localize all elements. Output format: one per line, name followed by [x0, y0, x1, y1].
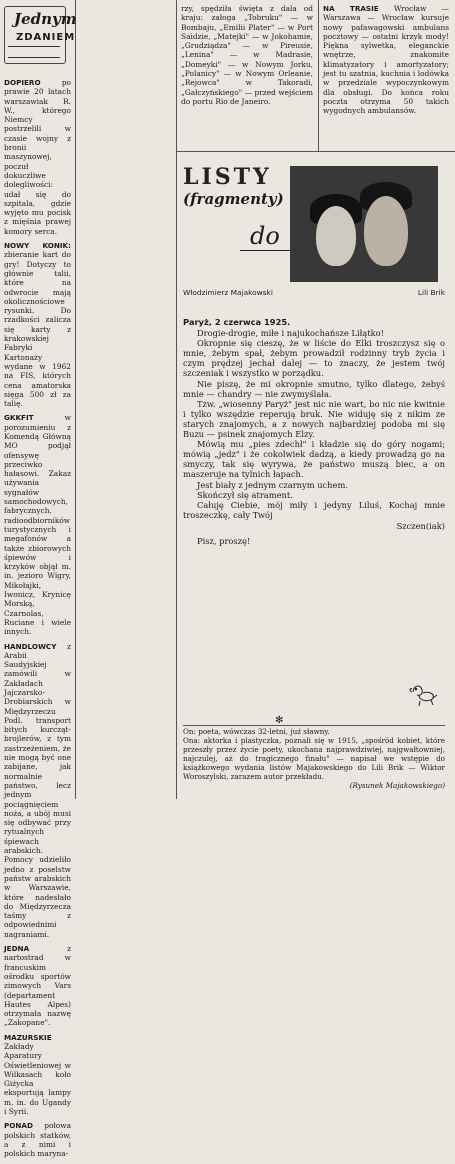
- listy-subtitle: (fragmenty): [183, 190, 284, 208]
- listy-title: LISTY: [183, 164, 272, 190]
- letter-postscript: Pisz, proszę!: [197, 535, 251, 546]
- masthead-title: Jednym: [14, 10, 77, 28]
- news-column-3: [323, 4, 449, 116]
- letter-paragraph: Jest biały z jednym czarnym uchem.: [197, 479, 348, 490]
- note-ona: Ona: aktorka i plastyczka, poznali się w 1915, „spośród kobiet, które przeszły przez życie poety, ukochana najprawdziwiej, najgwałtowniej, najczulej, aż do tragicznego finału" — napisał we wstępie do książkowego wydania listów Majakowskiego do Lili Brik — Wiktor Woroszylski, zarazem autor przekładu.: [183, 736, 445, 781]
- column-divider: [176, 0, 177, 799]
- listy-do: do: [240, 222, 290, 250]
- to-name: Lili Brik: [417, 288, 445, 297]
- news-item: rzy, spędziła święta z dala od kraju: załoga „Tobruku" — w Bombaju, „Emilii Plater" — w Port Saidzie, „Matejki" — w Jokohamie, „Grudziądza" — w Pireusie, „Lenina" — w Madrasie, „Domeyki" — w Nowym Jorku, „Polanicy" — w Nowym Orleanie, „Rejowca" w Takoradi, „Gałczyńskiego" — przed wejściem do portu Rio de Janeiro.: [181, 4, 313, 106]
- letter-date: Paryż, 2 czerwca 1925.: [183, 317, 291, 327]
- news-item: PONAD połowa polskich statków, a z nimi i polskich maryna-: [4, 1121, 71, 1159]
- drawing-credit: (Rysunek Majakowskiego): [349, 781, 445, 790]
- news-item: JEDNA z nartostrad w francuskim ośrodku sportów zimowych Vars (departament Hautes Alpes) otrzymała nazwę „Zakopane".: [4, 944, 71, 1028]
- news-item: MAZURSKIE Zakłady Aparatury Oświetleniowej w Wilkasach koło Giżycka eksportują lampy m. in. do Ugandy i Syrii.: [4, 1032, 71, 1117]
- letter-paragraph: Skończył się atrament.: [197, 489, 293, 500]
- news-item: GKKFIT w porozumieniu z Komendą Główną MO podjął ofensywę przeciwko hałasowi. Zakaz używania sygnałów samochodowych, fabrycznych, radioodbiorników turystycznych i megafonów a także zbiorowych śpiewów i krzyków objął m. in. jezioro Wigry, Mikołajki, Iwonicz, Krynicę Morską, Czarnolas, Ruciane i wiele innych.: [4, 413, 71, 637]
- news-column-2: [181, 4, 313, 106]
- separator-star-icon: ✻: [275, 715, 284, 726]
- masthead-subtitle: ZDANIEM: [16, 32, 76, 43]
- letter-paragraph: Tzw. „wiosenny Paryż" jest nic nie wart, bo nic nie kwitnie i tylko wszędzie reperują bruk. Nie widuję się z nikim ze starych znajomych, a z nowych najbardziej podoba mi się Buzu — psinek znajomych Elzy.: [183, 398, 445, 440]
- column-divider: [75, 0, 76, 799]
- news-item: NOWY KONIK: zbieranie kart do gry! Dotyczy to głównie talii, które na odwrocie mają okolicznościowe rysunki. Do rzadkości zalicza się karty z krakowskiej Fabryki Kartonaży wydane w 1962 na FIS, których cena amatorska sięga 500 zł za talię.: [4, 241, 71, 409]
- editorial-notes: [183, 727, 445, 790]
- letter-paragraph: Nie piszę, że mi okropnie smutno, tylko dlatego, żebyś mnie — chandry — nie zwymyślała.: [183, 378, 445, 399]
- portrait-photo: [290, 166, 438, 282]
- letter-body: [183, 317, 445, 546]
- news-item: DOPIERO po prawie 20 latach warszawiak R. W., którego Niemcy postrzelili w czasie wojny z bronii maszynowej, poczuł dokuczliwe dolegliwości: udał się do szpitala, gdzie wyjęto mu pocisk z mięśnia prawej komory serca.: [4, 78, 71, 236]
- from-name: Włodzimierz Majakowski: [183, 288, 273, 297]
- section-divider: [176, 151, 455, 152]
- letter-paragraph: Całuję Ciebie, mój miły i jedyny Liluś, Kochaj mnie troszeczkę, cały Twój: [183, 499, 445, 520]
- column-divider: [318, 0, 319, 151]
- dog-drawing-icon: [405, 680, 439, 708]
- letter-signature: Szczen(iak): [396, 520, 445, 531]
- notes-divider: [183, 725, 445, 726]
- news-item: HANDLOWCY z Arabii Saudyjskiej zamówili w Zakładach Jajczarsko-Drobiarskich w Międzyrzeczu Podl. transport bitych kurcząt-brojlerów, z tym zastrzeżeniem, że nie mogą być one zabijane, jak normalnie państwo, lecz jednym pociągnięciem noża, a ubój musi się odbywać przy rytualnych śpiewach arabskich. Pomocy udzieliło jedno z poselstw państw arabskich w Warszawie, które nadesłało do Międzyrzecza taśmy z odpowiednimi nagraniami.: [4, 641, 71, 939]
- note-on: On: poeta, wówczas 32-letni, już sławny.: [183, 727, 330, 736]
- letter-paragraph: Mówią mu „pies zdechł" i kładzie się do góry nogami; mówią „jedz" i że cokolwiek dadzą, a kiedy prowadzą go na smyczy, tak się wyrywa, że państwo muszą biec, a on maszeruje na tylnich łapach.: [183, 439, 445, 480]
- column-masthead: [4, 6, 77, 66]
- letter-paragraph: Drogie-drogie, miłe i najukochańsze Liłątko!: [197, 328, 384, 339]
- news-item: NA TRASIE Wrocław — Warszawa — Wrocław kursuje nowy pafawagowski ambulans pocztowy — ostatni krzyk mody! Piękna sylwetka, eleganckie wnętrze, znakomite klimatyzatory i amortyzatory; jest tu szatnia, kuchnia i lodówka w przedziale wypoczynkowym dla obsługi. Do końca roku poczta otrzyma 50 takich wygodnych ambulansów.: [323, 4, 449, 116]
- news-column-1: [4, 78, 71, 1164]
- letter-paragraph: Okropnie się cieszę, że w liście do Elki troszczysz się o mnie, żebym spał, żebym prowadził rodzinny tryb życia i czym prędzej jechał dalej — to znaczy, że jestem twój szczeniak i wszystko w porządku.: [183, 338, 445, 379]
